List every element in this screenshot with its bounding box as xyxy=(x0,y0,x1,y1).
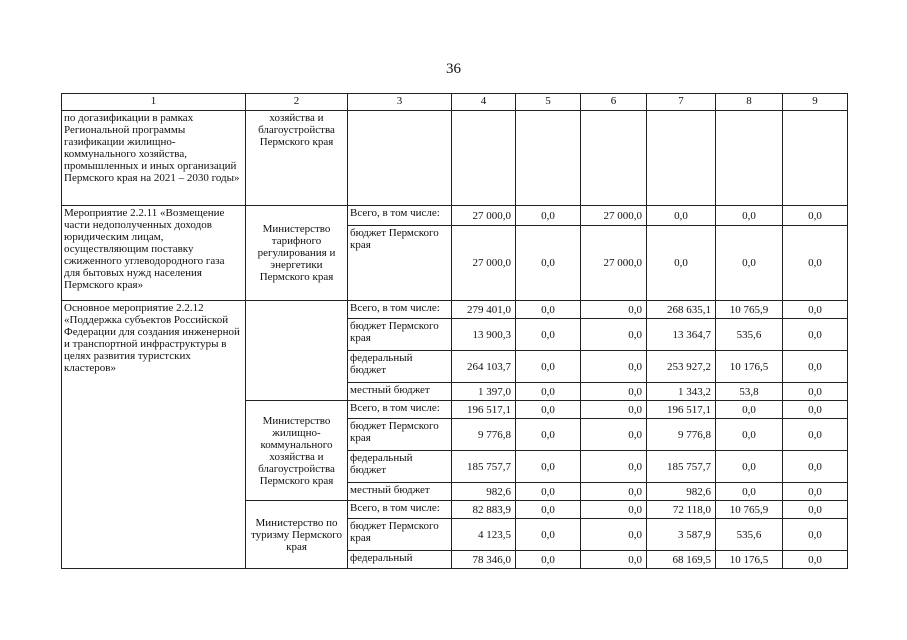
value-cell: 0,0 xyxy=(581,419,647,451)
value-cell: 0,0 xyxy=(516,519,581,551)
value-cell: 0,0 xyxy=(716,483,783,501)
value-cell: 0,0 xyxy=(783,206,848,226)
empty-cell xyxy=(716,111,783,206)
value-cell: 0,0 xyxy=(783,226,848,301)
value-cell: 3 587,9 xyxy=(647,519,716,551)
value-cell: 0,0 xyxy=(581,519,647,551)
header-cell: 2 xyxy=(246,94,348,111)
value-cell: 82 883,9 xyxy=(452,501,516,519)
value-cell: 53,8 xyxy=(716,383,783,401)
value-cell: 0,0 xyxy=(716,206,783,226)
value-cell: 0,0 xyxy=(783,351,848,383)
source-label: бюджет Пермского края xyxy=(348,319,452,351)
value-cell: 0,0 xyxy=(516,483,581,501)
value-cell: 27 000,0 xyxy=(452,226,516,301)
value-cell: 0,0 xyxy=(783,383,848,401)
value-cell: 0,0 xyxy=(783,419,848,451)
value-cell: 0,0 xyxy=(783,319,848,351)
value-cell: 10 765,9 xyxy=(716,301,783,319)
header-cell: 3 xyxy=(348,94,452,111)
executor-cell xyxy=(246,301,348,401)
value-cell: 0,0 xyxy=(783,483,848,501)
value-cell: 0,0 xyxy=(647,226,716,301)
value-cell: 0,0 xyxy=(516,383,581,401)
source-label: федеральный xyxy=(348,551,452,569)
source-label: бюджет Пермского края xyxy=(348,419,452,451)
value-cell: 0,0 xyxy=(716,451,783,483)
value-cell: 0,0 xyxy=(581,483,647,501)
source-label: местный бюджет xyxy=(348,383,452,401)
value-cell: 0,0 xyxy=(581,451,647,483)
header-cell: 9 xyxy=(783,94,848,111)
value-cell: 9 776,8 xyxy=(647,419,716,451)
value-cell: 535,6 xyxy=(716,319,783,351)
value-cell: 0,0 xyxy=(516,319,581,351)
source-label: Всего, в том числе: xyxy=(348,301,452,319)
value-cell: 0,0 xyxy=(581,319,647,351)
value-cell: 0,0 xyxy=(783,551,848,569)
empty-cell xyxy=(452,111,516,206)
value-cell: 0,0 xyxy=(581,351,647,383)
measure-name-cell: по догазификации в рамках Региональной программы газификации жилищно-коммунального хозяйства, промышленных и иных организаций Пермского края на 2021 – 2030 годы» xyxy=(62,111,246,206)
value-cell: 10 176,5 xyxy=(716,551,783,569)
value-cell: 0,0 xyxy=(716,419,783,451)
value-cell: 4 123,5 xyxy=(452,519,516,551)
header-cell: 4 xyxy=(452,94,516,111)
value-cell: 0,0 xyxy=(581,301,647,319)
value-cell: 0,0 xyxy=(516,401,581,419)
value-cell: 1 397,0 xyxy=(452,383,516,401)
value-cell: 0,0 xyxy=(581,501,647,519)
value-cell: 0,0 xyxy=(516,351,581,383)
value-cell: 0,0 xyxy=(647,206,716,226)
measure-name-cell: Основное мероприятие 2.2.12 «Поддержка субъектов Российской Федерации для создания инженерной и транспортной инфраструктуры в целях развития туристских кластеров» xyxy=(62,301,246,569)
table-row xyxy=(62,301,848,319)
header-row xyxy=(62,94,848,111)
measure-name-cell: Мероприятие 2.2.11 «Возмещение части недополученных доходов юридическим лицам, осуществляющим поставку сжиженного углеводородного газа для бытовых нужд населения Пермского края» xyxy=(62,206,246,301)
value-cell: 10 765,9 xyxy=(716,501,783,519)
value-cell: 0,0 xyxy=(581,401,647,419)
empty-cell xyxy=(516,111,581,206)
value-cell: 10 176,5 xyxy=(716,351,783,383)
value-cell: 253 927,2 xyxy=(647,351,716,383)
value-cell: 0,0 xyxy=(516,226,581,301)
value-cell: 0,0 xyxy=(783,301,848,319)
empty-cell xyxy=(647,111,716,206)
budget-table xyxy=(61,93,848,569)
value-cell: 13 364,7 xyxy=(647,319,716,351)
source-label: Всего, в том числе: xyxy=(348,501,452,519)
executor-cell: Министерство тарифного регулирования и энергетики Пермского края xyxy=(246,206,348,301)
value-cell: 982,6 xyxy=(647,483,716,501)
value-cell: 0,0 xyxy=(516,551,581,569)
value-cell: 196 517,1 xyxy=(452,401,516,419)
source-label: бюджет Пермского края xyxy=(348,519,452,551)
value-cell: 185 757,7 xyxy=(647,451,716,483)
value-cell: 0,0 xyxy=(783,501,848,519)
source-label: федеральный бюджет xyxy=(348,351,452,383)
value-cell: 72 118,0 xyxy=(647,501,716,519)
value-cell: 0,0 xyxy=(783,451,848,483)
table-row xyxy=(62,111,848,206)
header-cell: 1 xyxy=(62,94,246,111)
source-label: местный бюджет xyxy=(348,483,452,501)
value-cell: 0,0 xyxy=(516,206,581,226)
value-cell: 0,0 xyxy=(783,519,848,551)
table-row xyxy=(62,206,848,226)
source-label: бюджет Пермского края xyxy=(348,226,452,301)
value-cell: 279 401,0 xyxy=(452,301,516,319)
value-cell: 78 346,0 xyxy=(452,551,516,569)
value-cell: 535,6 xyxy=(716,519,783,551)
empty-cell xyxy=(348,111,452,206)
header-cell: 8 xyxy=(716,94,783,111)
value-cell: 0,0 xyxy=(516,501,581,519)
value-cell: 982,6 xyxy=(452,483,516,501)
value-cell: 0,0 xyxy=(716,401,783,419)
value-cell: 0,0 xyxy=(516,419,581,451)
source-label: Всего, в том числе: xyxy=(348,401,452,419)
executor-cell: Министерство по туризму Пермского края xyxy=(246,501,348,569)
header-cell: 6 xyxy=(581,94,647,111)
value-cell: 268 635,1 xyxy=(647,301,716,319)
value-cell: 0,0 xyxy=(581,383,647,401)
value-cell: 9 776,8 xyxy=(452,419,516,451)
value-cell: 27 000,0 xyxy=(452,206,516,226)
executor-cell: хозяйства и благоустройства Пермского края xyxy=(246,111,348,206)
empty-cell xyxy=(581,111,647,206)
value-cell: 68 169,5 xyxy=(647,551,716,569)
value-cell: 27 000,0 xyxy=(581,206,647,226)
executor-cell: Министерство жилищно-коммунального хозяйства и благоустройства Пермского края xyxy=(246,401,348,501)
value-cell: 0,0 xyxy=(581,551,647,569)
header-cell: 7 xyxy=(647,94,716,111)
value-cell: 13 900,3 xyxy=(452,319,516,351)
empty-cell xyxy=(783,111,848,206)
source-label: Всего, в том числе: xyxy=(348,206,452,226)
value-cell: 27 000,0 xyxy=(581,226,647,301)
value-cell: 0,0 xyxy=(516,451,581,483)
value-cell: 0,0 xyxy=(716,226,783,301)
value-cell: 1 343,2 xyxy=(647,383,716,401)
value-cell: 0,0 xyxy=(783,401,848,419)
value-cell: 185 757,7 xyxy=(452,451,516,483)
value-cell: 0,0 xyxy=(516,301,581,319)
source-label: федеральный бюджет xyxy=(348,451,452,483)
value-cell: 196 517,1 xyxy=(647,401,716,419)
page-number: 36 xyxy=(446,61,461,77)
header-cell: 5 xyxy=(516,94,581,111)
value-cell: 264 103,7 xyxy=(452,351,516,383)
